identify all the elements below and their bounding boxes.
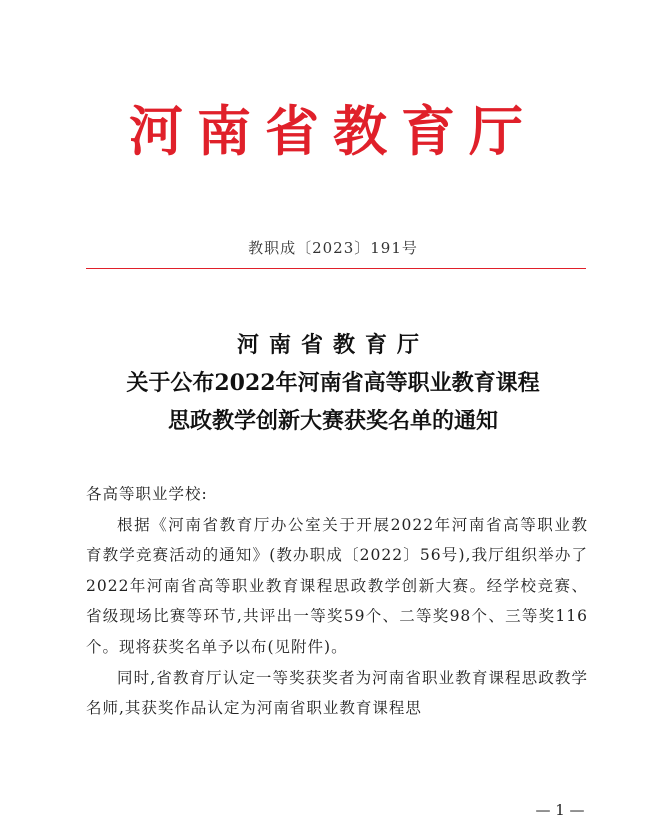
notice-title-line-2: 关于公布2022年河南省高等职业教育课程: [126, 370, 540, 396]
red-divider-line: [86, 268, 586, 269]
body-paragraph-2: 同时,省教育厅认定一等奖获奖者为河南省职业教育课程思政教学名师,其获奖作品认定为河南省职业教育课程思: [86, 668, 588, 718]
body-paragraph-1: 根据《河南省教育厅办公室关于开展2022年河南省高等职业教育教学竞赛活动的通知》(教办职成〔2022〕56号),我厅组织举办了2022年河南省高等职业教育课程思政教学创新大赛。经学校竞赛、省级现场比赛等环节,共评出一等奖59个、二等奖98个、三等奖116个。现将获奖名单予以布(见附件)。: [86, 515, 588, 656]
document-number: 教职成〔2023〕191号: [248, 239, 418, 257]
salutation: 各高等职业学校:: [86, 485, 208, 503]
page-number: — 1 —: [535, 801, 585, 819]
notice-title: [0, 326, 666, 440]
letterhead-title: 河南省教育厅: [129, 99, 537, 163]
notice-title-line-3: 思政教学创新大赛获奖名单的通知: [167, 408, 498, 434]
notice-body: [86, 479, 588, 724]
notice-title-issuer: 河南省教育厅: [236, 332, 429, 358]
